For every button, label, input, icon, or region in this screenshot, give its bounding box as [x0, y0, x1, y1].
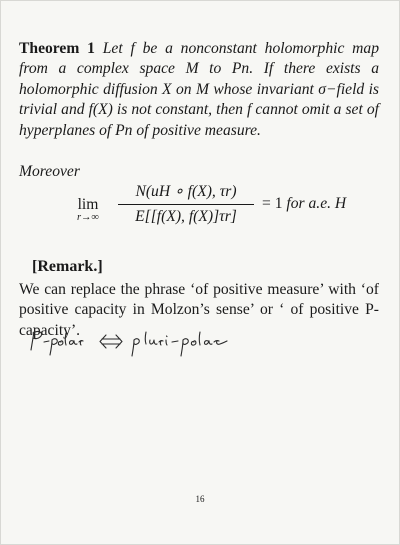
formula-fraction: [118, 181, 254, 227]
fraction-bar: [118, 204, 254, 205]
page-number: 16: [195, 494, 205, 504]
handwritten-note-drawing: [28, 320, 268, 360]
formula-numerator: N(uH ∘ f(X), τr): [135, 183, 237, 200]
formula-rhs: [262, 195, 346, 213]
remark-heading: [Remark.]: [32, 258, 103, 275]
handwritten-note: [28, 320, 268, 360]
formula-condition: for a.e. H: [286, 195, 347, 212]
formula-denominator: E[[f(X), f(X)]τr]: [135, 208, 237, 225]
theorem-statement: [19, 39, 379, 141]
lim-subscript: r→∞: [76, 212, 100, 223]
limit-formula: [60, 181, 380, 241]
theorem-body: Let f be a nonconstant holomorphic map from a complex space M to Pn. If there exists a holomorphic diffusion X on M whose invariant σ−field is trivial and f(X) is not constant, then f cannot omit a set of hyperplanes of Pn of positive measure.: [19, 40, 380, 139]
lim-word: lim: [77, 196, 99, 213]
formula-equals-one: = 1: [262, 195, 283, 212]
theorem-heading: Theorem 1: [19, 40, 95, 57]
limit-operator: [60, 197, 116, 223]
moreover-label: Moreover: [19, 163, 80, 180]
remark-body: We can replace the phrase ‘of positive measure’ with ‘of positive capacity in Molzon’s sense’ or ‘ of positive P-capacity’.: [19, 281, 379, 339]
